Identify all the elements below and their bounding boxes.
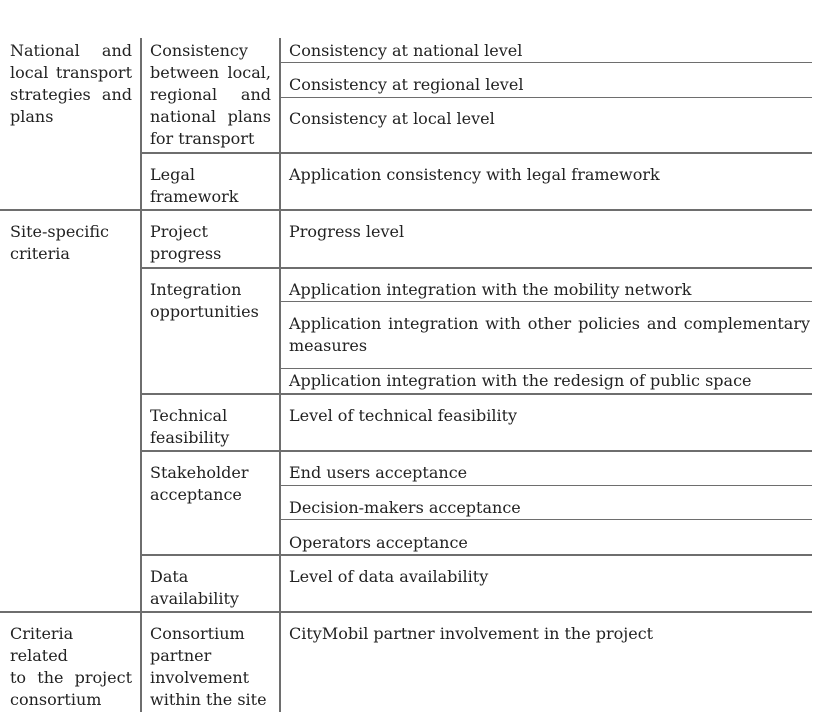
criterion-item: End users acceptance [289, 463, 468, 482]
item-divider [281, 62, 812, 63]
criterion-item: Application consistency with legal framework [289, 165, 660, 184]
group-divider [0, 209, 812, 211]
criterion-item: Operators acceptance [289, 533, 468, 552]
subgroup-label-consortium-partner: Consortium partner involvement within the site [150, 624, 267, 709]
subgroup-label-integration: Integration opportunities [150, 280, 259, 321]
criterion-item: Level of technical feasibility [289, 406, 518, 425]
criterion-item: Application integration with the mobility network [289, 280, 692, 299]
subgroup-divider [140, 450, 812, 452]
criterion-item: Decision-makers acceptance [289, 498, 521, 517]
item-divider [281, 368, 812, 369]
subgroup-label-data-availability: Data availability [150, 567, 239, 608]
item-divider [281, 485, 812, 486]
subgroup-label-consistency: Consistency between local, regional and national plans for transport [150, 41, 271, 148]
group-label-consortium: Criteria related to the project consortium [10, 624, 132, 709]
group-divider [0, 611, 812, 613]
item-divider [281, 97, 812, 98]
criterion-item: Level of data availability [289, 567, 489, 586]
subgroup-divider [140, 393, 812, 395]
criterion-item: CityMobil partner involvement in the project [289, 624, 654, 643]
subgroup-label-stakeholder-acceptance: Stakeholder acceptance [150, 463, 249, 504]
criterion-item: Application integration with the redesign of public space [289, 371, 752, 390]
subgroup-divider [140, 152, 812, 154]
criterion-item: Consistency at national level [289, 41, 523, 60]
criterion-item: Application integration with other policies and complementary measures [289, 314, 810, 355]
subgroup-label-project-progress: Project progress [150, 222, 222, 263]
group-label-site-specific: Site-specific criteria [10, 222, 110, 263]
subgroup-label-technical-feasibility: Technical feasibility [150, 406, 230, 447]
subgroup-divider [140, 267, 812, 269]
group-label-national-local: National and local transport strategies and plans [10, 41, 132, 126]
criterion-item: Consistency at regional level [289, 75, 524, 94]
subgroup-divider [140, 554, 812, 556]
subgroup-label-legal-framework: Legal framework [150, 165, 239, 206]
criterion-item: Progress level [289, 222, 405, 241]
item-divider [281, 301, 812, 302]
criterion-item: Consistency at local level [289, 109, 495, 128]
item-divider [281, 519, 812, 520]
